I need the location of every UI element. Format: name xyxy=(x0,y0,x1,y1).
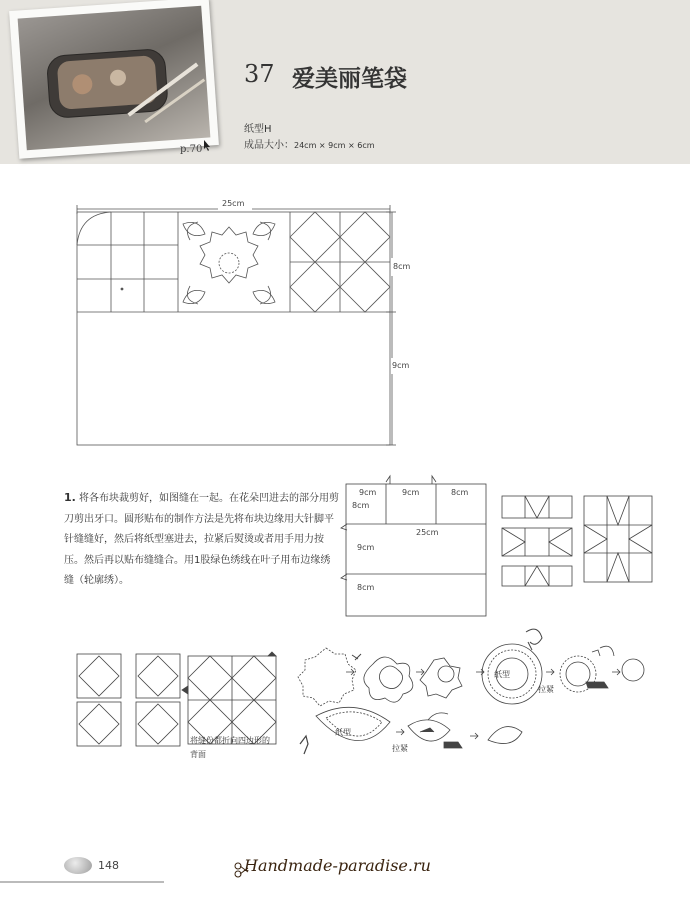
size-label: 成品大小： xyxy=(244,140,294,151)
page-reference: p.70 xyxy=(180,144,203,155)
project-title: 爱美丽笔袋 xyxy=(292,66,407,92)
assembly-label-4: 8cm xyxy=(352,501,370,510)
height-bottom-label: 9cm xyxy=(392,361,410,370)
size-value: 24cm × 9cm × 6cm xyxy=(294,141,375,150)
pull-label: 拉紧 xyxy=(538,685,554,694)
page-number: 148 xyxy=(98,859,119,872)
assembly-label-6: 9cm xyxy=(357,543,375,552)
project-number: 37 xyxy=(244,60,275,88)
watermark: Handmade-paradise.ru xyxy=(244,856,431,875)
assembly-label-7: 8cm xyxy=(357,583,375,592)
paper-template-label: 纸型 xyxy=(494,670,510,679)
pattern-label: 纸型H xyxy=(244,124,272,135)
seam-note: 将缝份都折向四边形的背面 xyxy=(190,736,270,759)
assembly-label-3: 8cm xyxy=(451,488,469,497)
step-description: 将各布块裁剪好，如图缝在一起。在花朵凹进去的部分用剪刀剪出牙口。圆形贴布的制作方法是先将布块边缘用大针脚平针缝缝好，然后将纸型塞进去，拉紧后熨烫或者用手用力按压。然后再以贴布缝缝合。用1股绿色绣线在叶子用布边缘绣缝（轮廓绣）。 xyxy=(64,493,340,586)
pull-label-2: 拉紧 xyxy=(392,744,408,753)
width-label: 25cm xyxy=(222,199,245,208)
assembly-label-2: 9cm xyxy=(402,488,420,497)
assembly-label-1: 9cm xyxy=(359,488,377,497)
step-number: 1. xyxy=(64,491,76,504)
paper-template-label-2: 纸型 xyxy=(335,728,351,737)
height-top-label: 8cm xyxy=(393,262,411,271)
assembly-label-5: 25cm xyxy=(416,528,439,537)
